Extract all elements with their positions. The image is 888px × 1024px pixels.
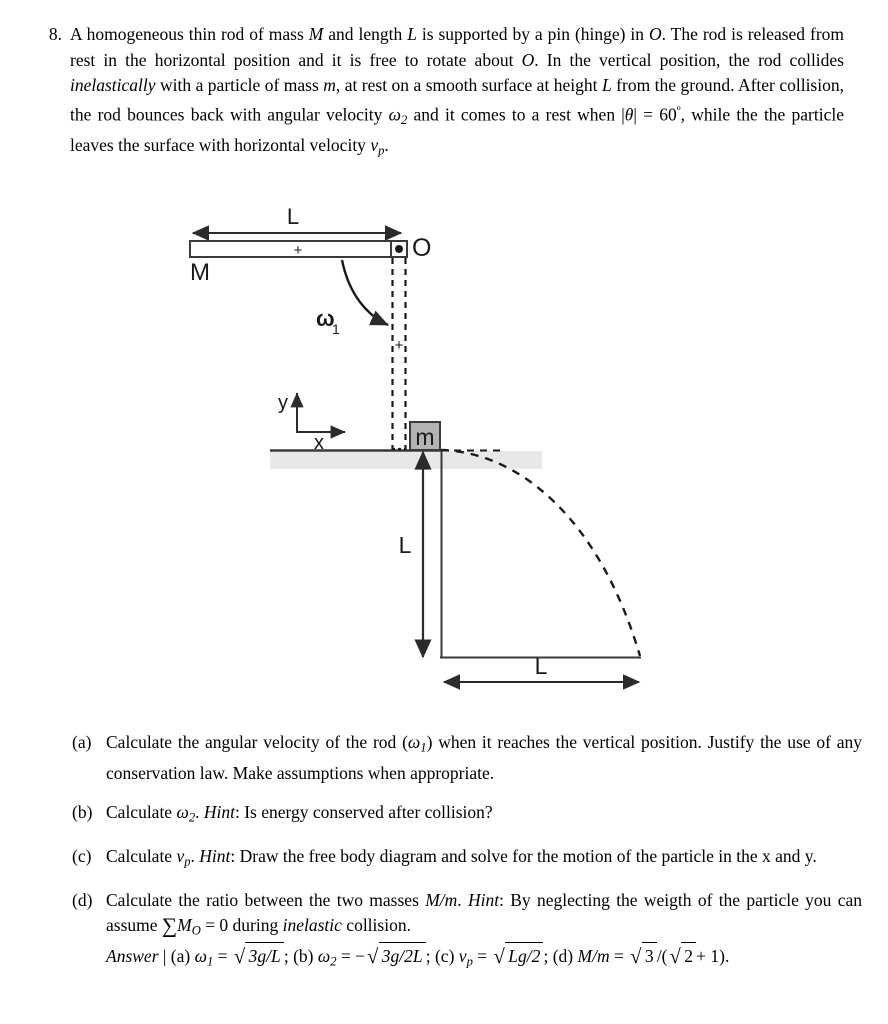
rod-vertical-center-mark: +	[394, 337, 404, 354]
answer-b-label: (b)	[293, 946, 314, 967]
answer-b-sqrt	[365, 942, 426, 970]
rod-length-label: L	[286, 204, 300, 229]
subscript-O: O	[191, 923, 201, 938]
omega1-subscript: 1	[332, 321, 340, 337]
symbol-mass-m: m	[323, 75, 336, 95]
text-fragment: A homogeneous thin rod of mass	[70, 24, 309, 44]
radical-sign-icon: √	[630, 946, 642, 969]
text-fragment: , while the the particle leaves the surface with horizontal velocity	[70, 103, 845, 155]
text-fragment: .	[190, 845, 200, 866]
text-fragment: Calculate the ratio between the two masses	[106, 889, 426, 910]
subscript-2: 2	[330, 954, 337, 969]
answer-c-sqrt	[492, 942, 544, 970]
question-c-label: (c)	[72, 845, 92, 866]
physics-diagram	[0, 190, 888, 710]
answer-d-numerator-radicand: 3	[642, 942, 657, 970]
text-fragment: ) when it reaches the vertical position. Justify the use of any conservation law. Make assumptions when appropriate.	[106, 732, 862, 784]
answer-d-slash: /(	[656, 946, 668, 967]
symbol-omega2: ω	[388, 103, 401, 124]
rod-mass-label: M	[190, 259, 210, 286]
hint-label: Hint	[203, 801, 235, 822]
emphasis-inelastic: inelastic	[282, 915, 342, 936]
answer-d-equals: =	[613, 946, 624, 967]
answer-b-radicand: 3g/2L	[379, 942, 426, 970]
text-fragment: : Draw the free body diagram and solve for the motion of the particle in the x and y.	[230, 845, 817, 866]
particle-label-m: m	[415, 424, 435, 450]
radical-sign-icon: √	[669, 946, 681, 969]
question-a-label: (a)	[72, 732, 92, 752]
question-d-text	[106, 888, 862, 976]
text-fragment: is supported by a pin (hinge) in	[416, 24, 650, 44]
answer-c-label: (c)	[434, 946, 455, 967]
axis-x-label: x	[314, 432, 324, 454]
symbol-omega1: ω	[407, 732, 421, 752]
text-fragment: with a particle of mass	[155, 75, 324, 95]
text-fragment: collision.	[341, 915, 411, 936]
text-fragment: .	[457, 889, 468, 910]
symbol-mass-M: M	[308, 24, 324, 44]
text-fragment: : Is energy conserved after collision?	[234, 801, 493, 822]
answer-c-symbol: v	[458, 946, 467, 967]
symbol-theta: θ	[624, 103, 634, 124]
pin-dot-icon	[395, 245, 403, 253]
question-c-text	[106, 844, 862, 875]
symbol-moment-M: M	[177, 915, 192, 936]
problem-statement	[44, 22, 844, 164]
text-fragment: = 0 during	[200, 915, 283, 936]
subscript-p: p	[378, 143, 385, 158]
answer-line	[106, 942, 862, 976]
radical-sign-icon: √	[493, 946, 505, 969]
answer-b-end: ;	[425, 946, 431, 967]
problem-number: 8.	[48, 24, 62, 44]
question-a	[72, 730, 862, 787]
radical-sign-icon: √	[233, 946, 246, 969]
text-fragment: . The rod is released from rest in the horizontal position and it is free to rotate about	[70, 24, 845, 70]
symbol-omega2: ω	[176, 801, 189, 822]
answer-bar: |	[162, 946, 167, 967]
answer-b-equals: =	[340, 946, 351, 967]
text-fragment: . In the vertical position, the rod collides	[534, 49, 844, 70]
text-fragment: Calculate	[106, 845, 177, 866]
emphasis-inelastically: inelastically	[70, 75, 156, 95]
text-fragment: | = 60	[633, 103, 677, 124]
symbol-length-L: L	[601, 75, 612, 95]
text-fragment: .	[384, 134, 389, 155]
answer-d-label: (d)	[552, 946, 574, 967]
symbol-vp: v	[176, 845, 185, 866]
text-fragment: Calculate	[106, 801, 177, 822]
answer-c-end: ;	[543, 946, 549, 967]
answer-a-radicand: 3g/L	[245, 942, 283, 970]
hint-label: Hint	[467, 889, 500, 910]
problem-text	[70, 22, 844, 164]
answer-a-label: (a)	[170, 946, 191, 967]
answer-c-equals: =	[477, 946, 488, 967]
text-fragment: , at rest on a smooth surface at height	[335, 75, 602, 95]
answer-a-equals: =	[217, 946, 228, 967]
question-b-text	[106, 800, 862, 831]
question-b-label: (b)	[72, 801, 93, 822]
axis-y-label: y	[278, 392, 288, 414]
text-fragment: .	[195, 801, 204, 822]
ground-shading	[270, 451, 542, 469]
subscript-p: p	[184, 854, 191, 869]
text-fragment: : By neglecting the weigth of the particle you can assume	[106, 889, 863, 936]
answer-word: Answer	[106, 946, 159, 967]
answer-d-symbol: M/m	[577, 946, 610, 967]
symbol-point-O: O	[649, 24, 662, 44]
answer-d-denominator-sqrt	[668, 942, 697, 970]
answer-d-denominator-radicand: 2	[681, 942, 696, 970]
answer-b-symbol: ω	[317, 946, 331, 967]
subscript-2: 2	[188, 810, 196, 825]
answer-a-sqrt	[232, 942, 284, 970]
text-fragment: Calculate the angular velocity of the rod (	[106, 732, 408, 752]
rod-center-mark: +	[293, 242, 303, 259]
degree-sign: º	[676, 103, 681, 118]
answer-a-symbol: ω	[194, 946, 207, 967]
summation-symbol: ∑	[161, 913, 178, 938]
question-d	[72, 888, 862, 976]
text-fragment: and it comes to a rest when |	[407, 103, 625, 124]
omega1-label: ω	[316, 306, 335, 331]
answer-a-end: ;	[283, 946, 289, 967]
hint-label: Hint	[199, 845, 231, 866]
radical-sign-icon: √	[367, 946, 379, 969]
pin-label-O: O	[412, 234, 432, 262]
range-label: L	[534, 653, 548, 679]
symbol-mass-ratio: M/m	[425, 889, 458, 910]
subscript-p: p	[466, 954, 473, 969]
text-fragment: from the ground. After collision, the rod bounces back with angular velocity	[70, 75, 844, 124]
answer-c-radicand: Lg/2	[505, 942, 543, 970]
drop-height-label: L	[398, 532, 412, 558]
question-d-label: (d)	[72, 889, 93, 910]
question-c	[72, 844, 862, 875]
question-b	[72, 800, 862, 831]
omega1-arc-arrow	[342, 260, 388, 325]
question-a-text	[106, 730, 862, 787]
symbol-vp: v	[370, 134, 379, 155]
subscript-1: 1	[420, 740, 427, 755]
symbol-point-O: O	[521, 49, 535, 70]
answer-b-minus: −	[355, 946, 366, 967]
symbol-length-L: L	[407, 24, 417, 44]
subscript-1: 1	[206, 954, 214, 969]
answer-d-tail: + 1).	[696, 946, 730, 967]
question-list	[72, 730, 862, 989]
text-fragment: and length	[323, 24, 408, 44]
projectile-trajectory-dashed	[441, 450, 640, 656]
answer-d-numerator-sqrt	[628, 942, 657, 970]
subscript-2: 2	[400, 112, 408, 127]
